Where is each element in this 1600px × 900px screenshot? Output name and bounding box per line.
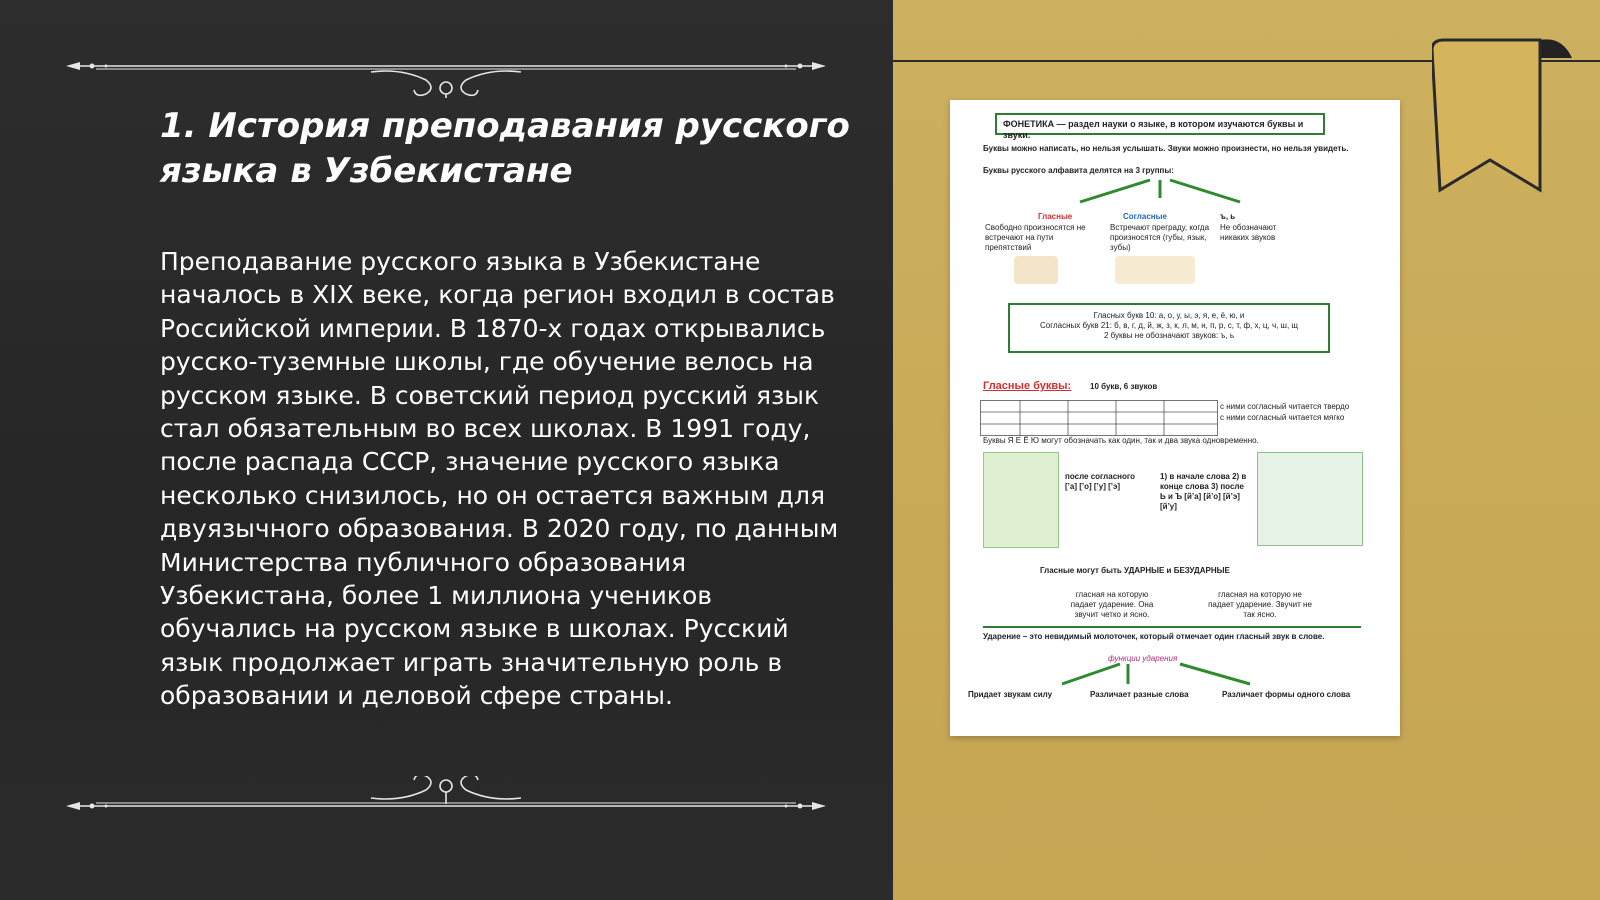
stress-line: Гласные могут быть УДАРНЫЕ и БЕЗУДАРНЫЕ xyxy=(1040,566,1230,575)
counts-line-3: 2 буквы не обозначают звуков: ъ, ь xyxy=(1103,331,1235,340)
phonetics-infographic xyxy=(950,100,1400,736)
counts-line-1: Гласных букв 10: а, о, у, ы, э, я, е, ё, ю, и xyxy=(1093,311,1245,320)
slide-body-text: Преподавание русского языка в Узбекистане началось в XIX веке, когда регион входил в состав Российской империи. В 1870-х годах открывались русско-туземные школы, где обучение велось на русском языке. В советский период русский язык стал обязательным во всех школах. В 1991 году, после распада СССР, значение русского языка несколько снизилось, но он остается важным для двуязычного образования. В 2020 году, по данным Министерства публичного образования Узбекистана, более 1 миллиона учеников обучались на русском языке в школах. Русский язык продолжает играть значительную роль в образовании и деловой сфере страны. xyxy=(160,247,839,711)
section-divider xyxy=(983,626,1361,628)
function-1: Придает звукам силу xyxy=(968,690,1053,699)
group-signs-text: Не обозначают никаких звуков xyxy=(1220,223,1277,242)
figure-intro-2: Буквы русского алфавита делятся на 3 группы: xyxy=(983,166,1174,175)
arrows-groups-icon xyxy=(1060,178,1260,208)
vowels-illustration xyxy=(1014,256,1058,284)
after-consonant-note: после согласного [’а] [’о] [’у] [’э] xyxy=(1065,472,1135,491)
hard-note: с ними согласный читается твердо xyxy=(1220,402,1350,411)
letter-counts-box xyxy=(1008,303,1330,353)
stress-definition: Ударение – это невидимый молоточек, который отмечает один гласный звук в слове. xyxy=(983,632,1325,641)
rules-note: 1) в начале слова 2) в конце слова 3) после Ь и Ъ [й’а] [й’о] [й’э] [й’у] xyxy=(1160,472,1247,511)
soft-note: с ними согласный читается мягко xyxy=(1220,413,1345,422)
bookmark-icon xyxy=(1432,34,1572,204)
function-2: Различает разные слова xyxy=(1090,690,1189,699)
top-ornament-divider xyxy=(66,38,826,98)
right-note-card xyxy=(1257,452,1363,546)
vowels-heading: Гласные буквы: xyxy=(983,380,1072,392)
vowel-table xyxy=(980,400,1218,436)
function-3: Различает формы одного слова xyxy=(1222,690,1351,699)
arrows-functions-icon xyxy=(1050,660,1290,688)
group-consonants-title: Согласные xyxy=(1123,212,1167,221)
group-consonants-text: Встречают преграду, когда произносятся (губы, язык, зубы) xyxy=(1110,223,1210,252)
bottom-ornament-divider xyxy=(66,776,826,836)
counts-line-2: Согласных букв 21: б, в, г, д, й, ж, з, к, л, м, н, п, р, с, т, ф, х, ц, ч, ш, щ xyxy=(1039,321,1298,330)
group-signs-title: ъ, ь xyxy=(1220,212,1236,221)
vowels-count: 10 букв, 6 звуков xyxy=(1090,382,1158,391)
group-vowels-title: Гласные xyxy=(1038,212,1073,221)
figure-header: ФОНЕТИКА — раздел науки о языке, в котором изучаются буквы и звуки. xyxy=(995,113,1325,135)
unstressed-note: гласная на которую не падает ударение. Звучит не так ясно. xyxy=(1208,590,1312,619)
iotated-note: Буквы Я Е Ё Ю могут обозначать как один, так и два звука одновременно. xyxy=(983,436,1259,445)
left-note-card xyxy=(983,452,1059,548)
consonants-illustration xyxy=(1115,256,1195,284)
stress-functions-label: функции ударения xyxy=(1108,654,1178,663)
figure-intro-1: Буквы можно написать, но нельзя услышать. Звуки можно произнести, но нельзя увидеть. xyxy=(983,144,1349,153)
group-vowels-text: Свободно произносятся не встречают на пути препятствий xyxy=(985,223,1086,252)
stressed-note: гласная на которую падает ударение. Она звучит четко и ясно. xyxy=(1070,590,1154,619)
slide-title: 1. История преподавания русского языка в Узбекистане xyxy=(160,106,850,191)
